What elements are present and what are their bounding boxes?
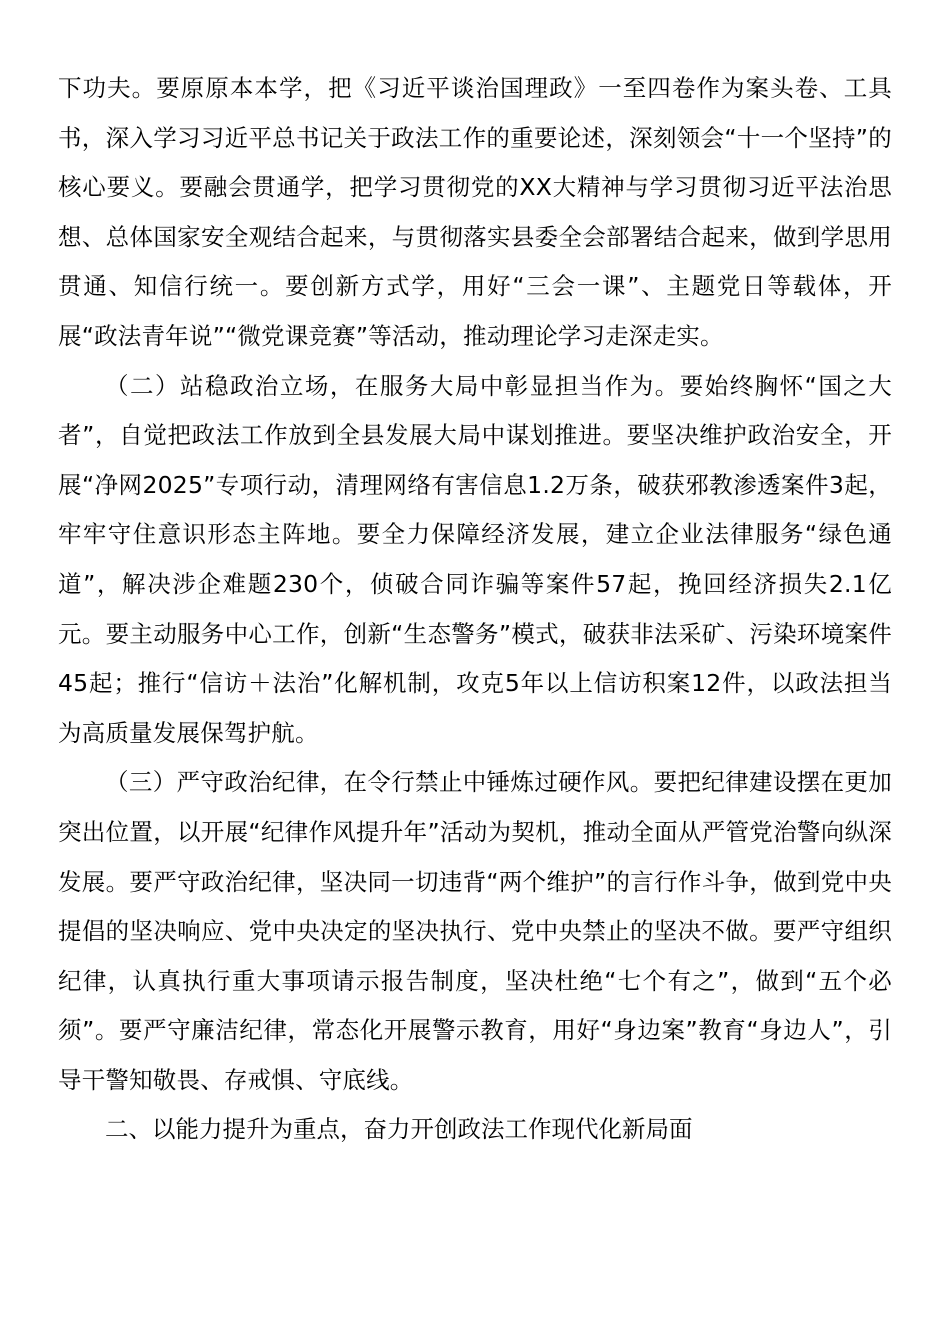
paragraph-political-stance: （二）站稳政治立场，在服务大局中彰显担当作为。要始终胸怀“国之大者”，自觉把政法工作放到全县发展大局中谋划推进。要坚决维护政治安全，开展“净网2025”专项行动，清理网络有害信息1.2万条，破获邪教渗透案件3起，牢牢守住意识形态主阵地。要全力保障经济发展，建立企业法律服务“绿色通道”，解决涉企难题230个，侦破合同诈骗等案件57起，挽回经济损失2.1亿元。要主动服务中心工作，创新“生态警务”模式，破获非法采矿、污染环境案件45起；推行“信访＋法治”化解机制，攻克5年以上信访积案12件，以政法担当为高质量发展保驾护航。: [58, 371, 892, 747]
paragraph-political-discipline: （三）严守政治纪律，在令行禁止中锤炼过硬作风。要把纪律建设摆在更加突出位置，以开展“纪律作风提升年”活动为契机，推动全面从严管党治警向纵深发展。要严守政治纪律，坚决同一切违背“两个维护”的言行作斗争，做到党中央提倡的坚决响应、党中央决定的坚决执行、党中央禁止的坚决不做。要严守组织纪律，认真执行重大事项请示报告制度，坚决杜绝“七个有之”，做到“五个必须”。要严守廉洁纪律，常态化开展警示教育，用好“身边案”教育“身边人”，引导干警知敬畏、存戒惧、守底线。: [58, 768, 892, 1094]
document-page: [58, 64, 892, 1155]
paragraph-study: 下功夫。要原原本本学，把《习近平谈治国理政》一至四卷作为案头卷、工具书，深入学习习近平总书记关于政法工作的重要论述，深刻领会“十一个坚持”的核心要义。要融会贯通学，把学习贯彻党的XX大精神与学习贯彻习近平法治思想、总体国家安全观结合起来，与贯彻落实县委全会部署结合起来，做到学思用贯通、知信行统一。要创新方式学，用好“三会一课”、主题党日等载体，开展“政法青年说”“微党课竞赛”等活动，推动理论学习走深走实。: [58, 74, 892, 350]
section-heading: 二、以能力提升为重点，奋力开创政法工作现代化新局面: [105, 1115, 693, 1144]
